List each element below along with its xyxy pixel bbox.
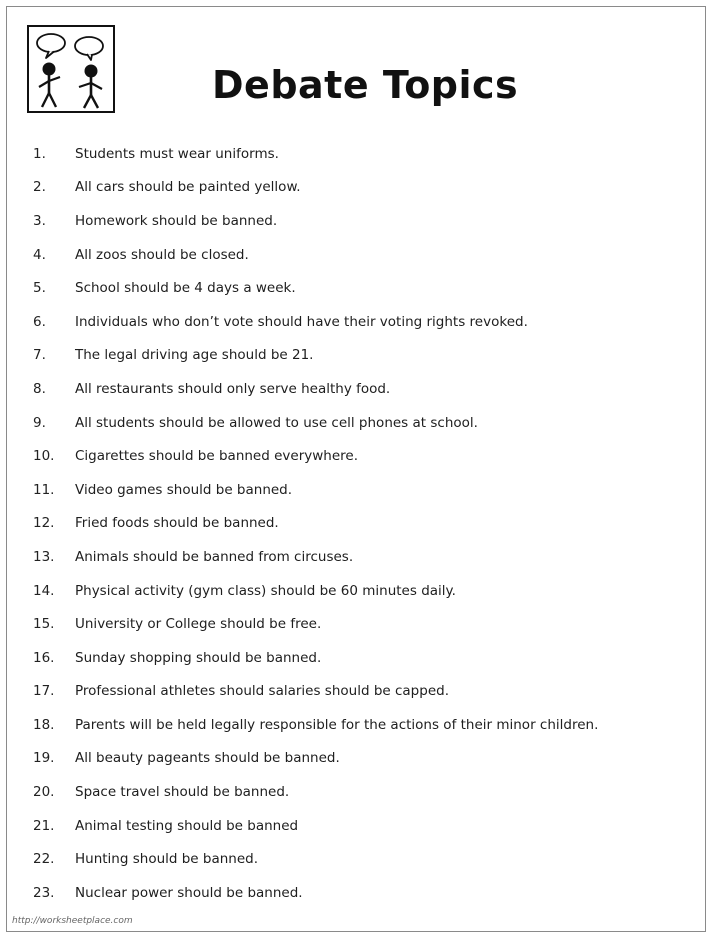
- topic-number: 18.: [33, 716, 55, 733]
- topic-text: School should be 4 days a week.: [75, 280, 296, 297]
- list-item: [33, 574, 598, 608]
- list-item: [33, 708, 598, 742]
- list-item: [33, 876, 598, 910]
- list-item: [33, 339, 598, 373]
- topic-number: 15.: [33, 616, 55, 633]
- worksheet-page: [6, 6, 706, 932]
- list-item: [33, 607, 598, 641]
- topic-text: Professional athletes should salaries should be capped.: [75, 683, 449, 700]
- topic-text: Nuclear power should be banned.: [75, 884, 303, 901]
- source-url: http://worksheetplace.com: [12, 916, 133, 926]
- topic-text: Students must wear uniforms.: [75, 145, 279, 162]
- topic-number: 14.: [33, 582, 55, 599]
- topic-number: 16.: [33, 649, 55, 666]
- topic-number: 9.: [33, 414, 46, 431]
- list-item: [33, 238, 598, 272]
- list-item: [33, 675, 598, 709]
- topic-text: All zoos should be closed.: [75, 246, 249, 263]
- topic-number: 10.: [33, 448, 55, 465]
- topic-text: Cigarettes should be banned everywhere.: [75, 448, 358, 465]
- topic-text: Individuals who don’t vote should have their voting rights revoked.: [75, 313, 528, 330]
- list-item: [33, 775, 598, 809]
- topic-text: Hunting should be banned.: [75, 851, 259, 868]
- list-item: [33, 641, 598, 675]
- topic-number: 3.: [33, 212, 46, 229]
- topic-text: All beauty pageants should be banned.: [75, 750, 340, 767]
- topic-number: 6.: [33, 313, 46, 330]
- topic-number: 1.: [33, 145, 46, 162]
- topic-text: Homework should be banned.: [75, 212, 278, 229]
- list-item: [33, 507, 598, 541]
- page-title: Debate Topics: [212, 63, 519, 107]
- list-item: [33, 271, 598, 305]
- topic-text: All restaurants should only serve healthy food.: [75, 380, 391, 397]
- list-item: [33, 137, 598, 171]
- topic-number: 20.: [33, 784, 55, 801]
- list-item: [33, 204, 598, 238]
- topic-number: 19.: [33, 750, 55, 767]
- topic-text: Sunday shopping should be banned.: [75, 649, 322, 666]
- topic-number: 8.: [33, 380, 46, 397]
- list-item: [33, 372, 598, 406]
- topic-text: Animal testing should be banned: [75, 817, 299, 834]
- list-item: [33, 305, 598, 339]
- topic-number: 23.: [33, 884, 55, 901]
- topic-text: The legal driving age should be 21.: [75, 347, 314, 364]
- topic-number: 11.: [33, 481, 55, 498]
- topic-text: All cars should be painted yellow.: [75, 179, 301, 196]
- topic-text: University or College should be free.: [75, 616, 322, 633]
- list-item: [33, 439, 598, 473]
- topic-text: All students should be allowed to use cell phones at school.: [75, 414, 478, 431]
- list-item: [33, 473, 598, 507]
- topic-number: 17.: [33, 683, 55, 700]
- list-item: [33, 540, 598, 574]
- topic-number: 4.: [33, 246, 46, 263]
- list-item: [33, 406, 598, 440]
- topic-text: Space travel should be banned.: [75, 784, 290, 801]
- topic-number: 22.: [33, 851, 55, 868]
- list-item: [33, 742, 598, 776]
- list-item: [33, 171, 598, 205]
- topic-text: Video games should be banned.: [75, 481, 293, 498]
- topic-text: Parents will be held legally responsible for the actions of their minor children.: [75, 716, 599, 733]
- topic-number: 12.: [33, 515, 55, 532]
- list-item: [33, 809, 598, 843]
- topic-number: 2.: [33, 179, 46, 196]
- topic-text: Physical activity (gym class) should be 60 minutes daily.: [75, 582, 456, 599]
- debating-stick-figures-icon: [27, 25, 115, 113]
- topic-text: Animals should be banned from circuses.: [75, 548, 354, 565]
- topic-number: 13.: [33, 548, 55, 565]
- topic-number: 21.: [33, 817, 55, 834]
- topic-number: 7.: [33, 347, 46, 364]
- list-item: [33, 842, 598, 876]
- debate-topic-list: [33, 137, 598, 910]
- topic-number: 5.: [33, 280, 46, 297]
- topic-text: Fried foods should be banned.: [75, 515, 279, 532]
